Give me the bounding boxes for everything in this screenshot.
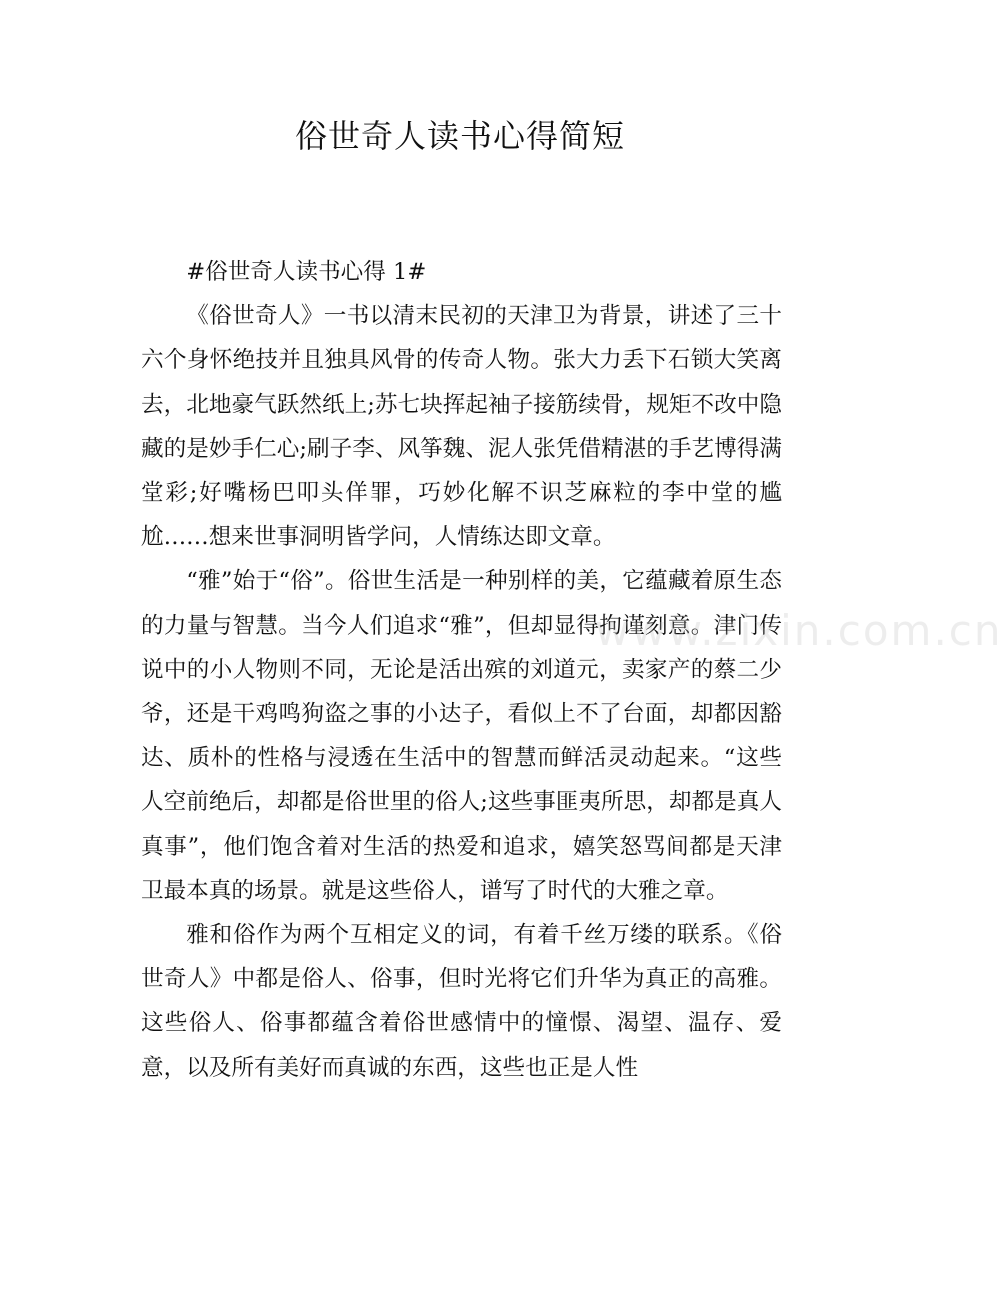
paragraph-3: 雅和俗作为两个互相定义的词，有着千丝万缕的联系。《俗世奇人》中都是俗人、俗事，但时光将它们升华为真正的高雅。这些俗人、俗事都蕴含着俗世感情中的憧憬、渴望、温存、爱意，以及所有美好而真诚的东西，这些也正是人性	[141, 922, 782, 1081]
paragraph-1: 《俗世奇人》一书以清末民初的天津卫为背景，讲述了三十六个身怀绝技并且独具风骨的传奇人物。张大力丢下石锁大笑离去，北地豪气跃然纸上;苏七块挥起袖子接筋续骨，规矩不改中隐藏的是妙手仁心;刷子李、风筝魏、泥人张凭借精湛的手艺博得满堂彩;好嘴杨巴叩头佯罪，巧妙化解不识芝麻粒的李中堂的尴尬……想来世事洞明皆学问，人情练达即文章。	[141, 303, 782, 551]
document-title: 俗世奇人读书心得简短	[294, 117, 625, 155]
section-heading: #俗世奇人读书心得 1#	[186, 259, 427, 285]
document-body	[141, 250, 782, 1090]
watermark: www.zixin.com.cn	[595, 606, 1003, 655]
paragraph-2: “雅”始于“俗”。俗世生活是一种别样的美，它蕴藏着原生态的力量与智慧。当今人们追求“雅”，但却显得拘谨刻意。津门传说中的小人物则不同，无论是活出殡的刘道元，卖家产的蔡二少爷，还是干鸡鸣狗盗之事的小达子，看似上不了台面，却都因豁达、质朴的性格与浸透在生活中的智慧而鲜活灵动起来。“这些人空前绝后，却都是俗世里的俗人;这些事匪夷所思，却都是真人真事”，他们饱含着对生活的热爱和追求，嬉笑怒骂间都是天津卫最本真的场景。就是这些俗人，谱写了时代的大雅之章。	[141, 568, 782, 904]
